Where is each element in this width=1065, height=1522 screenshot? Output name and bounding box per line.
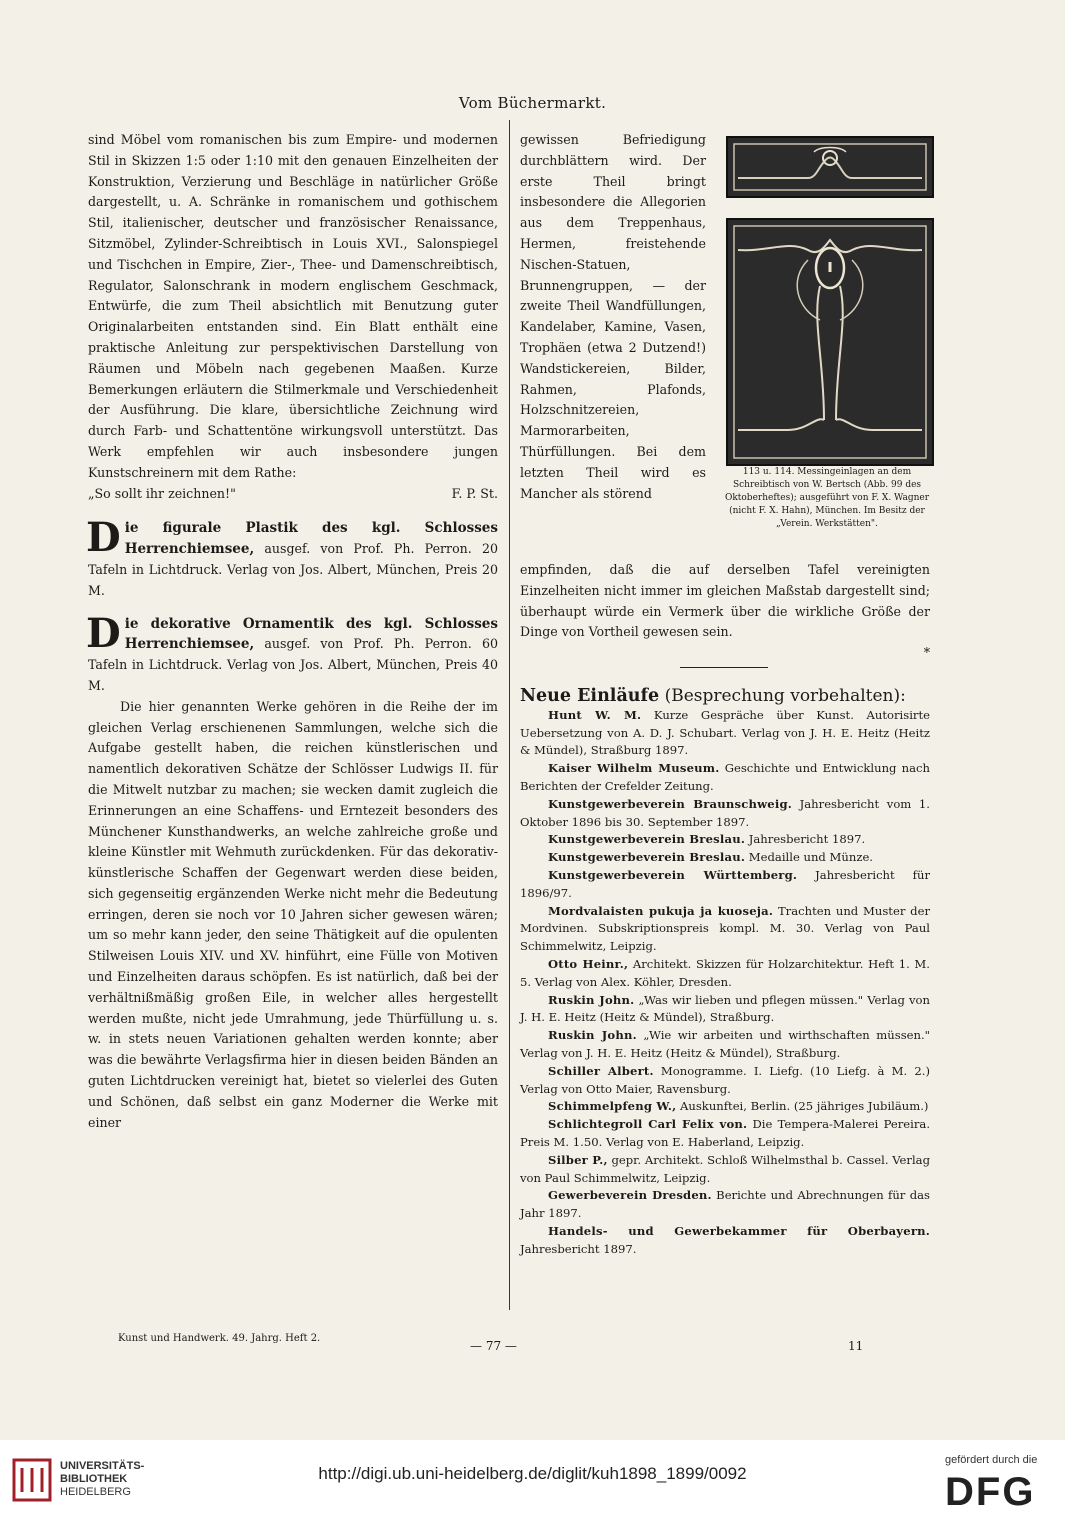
arrival-text: Monogramme. I. Liefg. (10 Liefg. à M. 2.) Verlag von Otto Maier, Ravensburg.	[520, 1063, 930, 1096]
book-title-1: ie figurale Plastik des kgl. Schlosses Herrenchiemsee,	[124, 520, 498, 558]
arrival-entry	[520, 1223, 930, 1259]
arrival-entry	[520, 867, 930, 903]
arrival-name: Ruskin John.	[548, 992, 635, 1007]
ornament-graphic	[728, 138, 932, 196]
left-paragraph-2: Die hier genannten Werke gehören in die Reihe der im gleichen Verlag erschienenen Sammlungen, welche sich die Aufgabe gestellt haben, die reichen künstlerischen und namentlich dekorativen Schätze der Schlösser Ludwigs II. für die Mitwelt nutzbar zu machen; sie wecken damit zugleich die Erinnerungen an eine Schaffens- und Erntezeit besonders des Münchener Kunsthandwerks, an welche zahlreiche große und kleine Künstler mit Wehmuth zurückdenken. Für das dekorativ-künstlerische Schaffen der Gegenwart werden diese beiden, sich gegenseitig ergänzenden Werke nicht mehr die Bedeutung erringen, deren sie noch vor 10 Jahren sicher gewesen wären; um so mehr kann jeder, den seine Thätigkeit auf die opulenten Stilweisen Louis XIV. und XV. hinführt, eine Fülle von Motiven und Einzelheiten daraus schöpfen. Es ist natürlich, daß bei der verhältnißmäßig großen Eile, in welcher alles hergestellt werden mußte, nicht jede Umrahmung, jede Thürfüllung u. s. w. in stets neuen Variationen gehalten werden konnte; aber was die bewährte Verlagsfirma hier in diesen beiden Bänden an guten Lichtdrucken vereinigt hat, bietet so vielerlei des Guten und Schönen, daß selbst ein ganz Moderner die Werke mit einer	[88, 698, 498, 1130]
digitization-footer	[0, 1440, 1065, 1522]
arrival-name: Gewerbeverein Dresden.	[548, 1188, 712, 1203]
column-divider	[509, 120, 510, 1310]
source-url-link[interactable]: http://digi.ub.uni-heidelberg.de/diglit/kuh1898_1899/0092	[318, 1464, 747, 1483]
source-url	[0, 1464, 1065, 1484]
arrival-entry	[520, 831, 930, 849]
new-arrivals-title: Neue Einläufe	[520, 686, 660, 706]
library-line-3: HEIDELBERG	[60, 1486, 131, 1498]
arrival-entry	[520, 849, 930, 867]
arrival-text: Geschichte und Entwicklung nach Berichten der Crefelder Zeitung.	[520, 761, 930, 793]
book-title-2: ie dekorative Ornamentik des kgl. Schlosses Herrenchiemsee,	[124, 615, 498, 653]
new-arrivals-note: (Besprechung vorbehalten):	[664, 686, 906, 706]
arrival-text: Jahresbericht 1897.	[748, 832, 866, 847]
arrival-text: Medaille und Münze.	[748, 850, 873, 865]
ornament-graphic	[728, 220, 932, 464]
figure-caption: 113 u. 114. Messingeinlagen an dem Schreibtisch von W. Bertsch (Abb. 99 des Oktoberheftes); ausgeführt von F. X. Wagner (nicht F. X. Hahn), München. Im Besitz der „Verein. Werkstätten".	[724, 467, 930, 529]
arrival-entry	[520, 1187, 930, 1223]
drop-cap: D	[86, 609, 121, 657]
arrival-entry	[520, 903, 930, 956]
library-line-2: BIBLIOTHEK	[60, 1473, 128, 1485]
book-entry-2	[86, 609, 498, 697]
funded-by-label: gefördert durch die	[945, 1454, 1038, 1466]
arrival-entry	[520, 1098, 930, 1116]
arrival-name: Kunstgewerbeverein Württemberg.	[548, 867, 798, 882]
arrival-text: Kurze Gespräche über Kunst. Autorisirte Uebersetzung von A. D. J. Schubart. Verlag von J. H. E. Heitz (Heitz & Mündel), Straßburg 1897.	[520, 707, 930, 758]
arrival-name: Schlichtegroll Carl Felix von.	[548, 1117, 748, 1132]
arrival-entry	[520, 760, 930, 796]
middle-continuation	[520, 560, 930, 664]
arrival-text: Die Tempera-Malerei Pereira. Preis M. 1.50. Verlag von E. Haberland, Leipzig.	[520, 1117, 931, 1149]
arrival-text: Jahresbericht vom 1. Oktober 1896 bis 30. September 1897.	[520, 796, 930, 829]
author-signature: F. P. St.	[451, 485, 498, 501]
arrival-text: Architekt. Skizzen für Holzarchitektur. Heft 1. M. 5. Verlag von Alex. Köhler, Dresden.	[520, 956, 930, 989]
signature-line	[88, 484, 498, 505]
arrival-text: Jahresbericht für 1896/97.	[520, 867, 930, 900]
new-arrivals-list	[520, 707, 930, 1259]
arrival-entry	[520, 1027, 930, 1063]
arrival-name: Schimmelpfeng W.,	[548, 1099, 677, 1114]
arrival-text: gepr. Architekt. Schloß Wilhelmsthal b. Cassel. Verlag von Paul Schimmelwitz, Leipzig.	[520, 1152, 930, 1185]
book-details-2: ausgef. von Prof. Ph. Perron. 60 Tafeln in Lichtdruck. Verlag von Jos. Albert, München, Preis 40 M.	[88, 636, 498, 693]
arrival-text: „Was wir lieben und pflegen müssen." Verlag von J. H. E. Heitz (Heitz & Mündel), Straßburg.	[520, 992, 931, 1025]
journal-footer: Kunst und Handwerk. 49. Jahrg. Heft 2.	[118, 1333, 321, 1344]
signature-mark: 11	[848, 1339, 864, 1353]
left-paragraph-1: sind Möbel vom romanischen bis zum Empire- und modernen Stil in Skizzen 1:5 oder 1:10 mit den genauen Einzelheiten der Konstruktion, Verzierung und Beschläge in natürlicher Größe dargestellt, u. A. Schränke in romanischem und gothischem Stil, italienischer, deutscher und französischer Renaissance, Sitzmöbel, Zylinder-Schreibtisch in Louis XVI., Salonspiegel und Tischchen in Empire, Zier-, Thee- und Damenschreibtisch, Regulator, Salonschrank in modern englischem Geschmack, Entwürfe, die zum Theil absichtlich mit Benutzung guter Originalarbeiten entstanden sind. Ein Blatt enthält eine praktische Anleitung zur perspektivischen Darstellung von Räumen und Möbeln nach gegebenen Maaßen. Kurze Bemerkungen erläutern die Stilmerkmale und Verschiedenheit der Ausführung. Die klare, übersichtliche Zeichnung wird durch Farb- und Schattentöne wirkungsvoll unterstützt. Das Werk empfehlen wir auch insbesondere jungen Kunstschreinern mit dem Rathe:	[88, 132, 498, 480]
arrival-text: Auskunftei, Berlin. (25 jähriges Jubiläum.)	[680, 1099, 929, 1114]
arrival-name: Kunstgewerbeverein Braunschweig.	[548, 796, 792, 811]
arrival-entry	[520, 707, 930, 760]
arrival-name: Schiller Albert.	[548, 1063, 654, 1078]
new-arrivals-section	[520, 686, 930, 1259]
middle-column	[520, 130, 706, 504]
continued-text: empfinden, daß die auf derselben Tafel vereinigten Einzelheiten nicht immer im gleichen Maßstab dargestellt sind; überhaupt würde ein Vermerk über die wirkliche Größe der Dinge von Vortheil gewesen sein.	[520, 562, 930, 640]
drop-cap: D	[86, 514, 121, 562]
arrival-text: Trachten und Muster der Mordvinen. Subskriptionspreis kompl. M. 30. Verlag von Paul Schimmelwitz, Leipzig.	[520, 903, 930, 954]
arrival-name: Kunstgewerbeverein Breslau.	[548, 832, 746, 847]
arrival-entry	[520, 956, 930, 992]
arrival-entry	[520, 1063, 930, 1099]
quote: „So sollt ihr zeichnen!"	[88, 485, 236, 501]
dfg-logo: DFG	[945, 1470, 1036, 1514]
arrival-name: Ruskin John.	[548, 1028, 637, 1043]
left-column	[88, 130, 498, 1133]
arrival-name: Kaiser Wilhelm Museum.	[548, 761, 720, 776]
arrival-name: Otto Heinr.,	[548, 956, 629, 971]
section-rule	[680, 667, 768, 668]
arrival-name: Kunstgewerbeverein Breslau.	[548, 850, 746, 865]
arrival-name: Silber P.,	[548, 1152, 608, 1167]
middle-text: gewissen Befriedigung durchblättern wird. Der erste Theil bringt insbesondere die Allegorien aus dem Treppenhaus, Hermen, freistehende Nischen-Statuen, Brunnengruppen, — der zweite Theil Wandfüllungen, Kandelaber, Kamine, Vasen, Trophäen (etwa 2 Dutzend!) Wandstickereien, Bilder, Rahmen, Plafonds, Holzschnitzereien, Marmorarbeiten, Thürfüllungen. Bei dem letzten Theil wird es Mancher als störend	[520, 132, 706, 501]
new-arrivals-heading	[520, 686, 930, 707]
arrival-entry	[520, 992, 930, 1028]
arrival-entry	[520, 796, 930, 832]
arrival-entry	[520, 1116, 930, 1152]
book-entry-1	[86, 514, 498, 601]
running-header: Vom Büchermarkt.	[458, 94, 607, 112]
arrival-text: Berichte und Abrechnungen für das Jahr 1897.	[520, 1188, 931, 1221]
library-line-1: UNIVERSITÄTS-	[60, 1460, 145, 1472]
brass-inlay-figure-113	[726, 136, 934, 198]
arrival-name: Mordvalaisten pukuja ja kuoseja.	[548, 903, 774, 918]
arrival-name: Handels- und Gewerbekammer für Oberbayern.	[548, 1223, 930, 1238]
star-mark: *	[923, 645, 930, 661]
arrival-text: Jahresbericht 1897.	[520, 1241, 637, 1256]
arrival-name: Hunt W. M.	[548, 707, 642, 722]
arrival-entry	[520, 1152, 930, 1188]
page-number: — 77 —	[470, 1339, 517, 1353]
arrival-text: „Wie wir arbeiten und wirthschaften müssen." Verlag von J. H. E. Heitz (Heitz & Mündel), Straßburg.	[520, 1028, 931, 1060]
brass-inlay-figure-114	[726, 218, 934, 466]
book-details-1: ausgef. von Prof. Ph. Perron. 20 Tafeln in Lichtdruck. Verlag von Jos. Albert, München, Preis 20 M.	[88, 541, 498, 598]
